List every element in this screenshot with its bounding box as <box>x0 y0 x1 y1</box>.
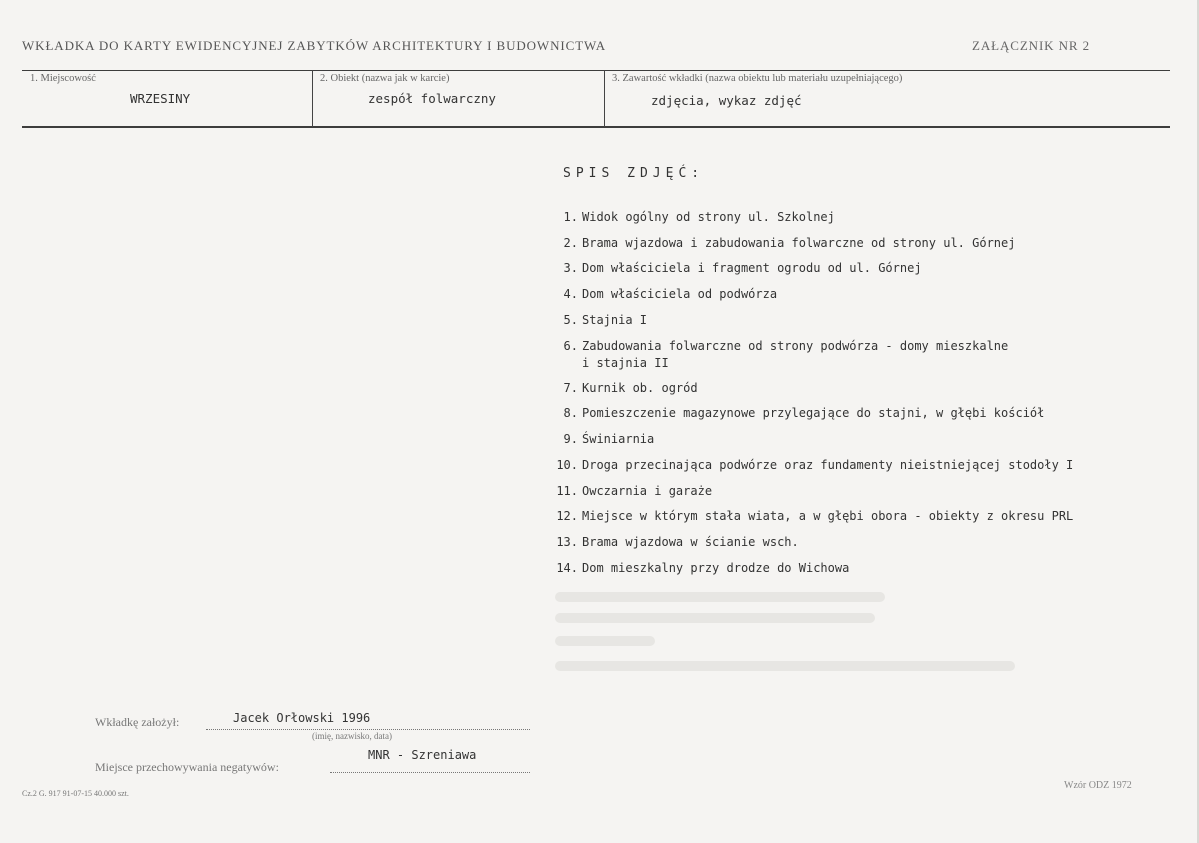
photo-number: 1. <box>563 210 578 224</box>
photo-description-line: Dom właściciela od podwórza <box>582 287 778 301</box>
template-note: Wzór ODZ 1972 <box>1064 780 1132 791</box>
bottom-rule <box>22 126 1170 128</box>
photo-description <box>582 405 1044 422</box>
photo-number: 10. <box>556 458 578 472</box>
photo-description <box>582 235 1015 252</box>
created-by-label: Wkładkę założył: <box>95 715 180 729</box>
photo-number: 2. <box>563 236 578 250</box>
content-value: zdjęcia, wykaz zdjęć <box>651 93 802 108</box>
photo-number: 7. <box>563 381 578 395</box>
erased-line <box>555 592 885 602</box>
locality-value: WRZESINY <box>130 91 191 106</box>
photo-description <box>582 560 849 577</box>
photo-description-line: Dom właściciela i fragment ogrodu od ul. Górnej <box>582 261 922 275</box>
top-rule <box>22 70 1170 71</box>
photo-description-line: Widok ogólny od strony ul. Szkolnej <box>582 210 835 224</box>
form-title: WKŁADKA DO KARTY EWIDENCYJNEJ ZABYTKÓW ARCHITEKTURY I BUDOWNICTWA <box>22 38 607 53</box>
photo-number: 9. <box>563 432 578 446</box>
photo-list-title: SPIS ZDJĘĆ: <box>563 166 705 181</box>
photo-description-line: Droga przecinająca podwórze oraz fundamenty nieistniejącej stodoły I <box>582 458 1074 472</box>
erased-line <box>555 613 875 623</box>
photo-number: 8. <box>563 406 578 420</box>
photo-description <box>582 260 922 277</box>
photo-number: 12. <box>556 509 578 523</box>
photo-description <box>582 431 654 448</box>
photo-description-line: Świniarnia <box>582 432 655 446</box>
photo-description <box>582 286 777 303</box>
photo-number: 3. <box>563 261 578 275</box>
photo-description <box>582 508 1073 525</box>
storage-line <box>330 772 530 773</box>
photo-description-line: Dom mieszkalny przy drodze do Wichowa <box>582 561 850 575</box>
photo-description <box>582 209 835 226</box>
erased-line <box>555 636 655 646</box>
photo-description <box>582 534 799 551</box>
photo-description-line: Stajnia I <box>582 313 648 327</box>
photo-description-line: i stajnia II <box>582 356 669 370</box>
photo-description <box>582 380 698 397</box>
photo-number: 5. <box>563 313 578 327</box>
photo-description-line: Pomieszczenie magazynowe przylegające do stajni, w głębi kościół <box>582 406 1045 420</box>
photo-description <box>582 338 1008 372</box>
annex-label: ZAŁĄCZNIK NR 2 <box>972 38 1091 53</box>
object-label: 2. Obiekt (nazwa jak w karcie) <box>320 73 450 84</box>
photo-description-line: Owczarnia i garaże <box>582 484 713 498</box>
photo-description <box>582 312 647 329</box>
print-note: Cz.2 G. 917 91-07-15 40.000 szt. <box>22 789 129 798</box>
created-by-hint: (imię, nazwisko, data) <box>312 731 392 741</box>
object-value: zespół folwarczny <box>368 91 496 106</box>
content-label: 3. Zawartość wkładki (nazwa obiektu lub materiału uzupełniającego) <box>612 73 903 84</box>
photo-number: 14. <box>556 561 578 575</box>
created-by-value: Jacek Orłowski 1996 <box>233 711 371 725</box>
storage-value: MNR - Szreniawa <box>368 748 477 762</box>
photo-number: 4. <box>563 287 578 301</box>
locality-label: 1. Miejscowość <box>30 73 96 84</box>
photo-description-line: Miejsce w którym stała wiata, a w głębi obora - obiekty z okresu PRL <box>582 509 1074 523</box>
photo-description <box>582 457 1073 474</box>
column-divider-1 <box>312 70 313 127</box>
photo-description-line: Brama wjazdowa w ścianie wsch. <box>582 535 799 549</box>
photo-description-line: Brama wjazdowa i zabudowania folwarczne od strony ul. Górnej <box>582 236 1016 250</box>
column-divider-2 <box>604 70 605 127</box>
storage-label: Miejsce przechowywania negatywów: <box>95 760 279 774</box>
photo-number: 6. <box>563 339 578 353</box>
photo-number: 11. <box>556 484 578 498</box>
erased-line <box>555 661 1015 671</box>
photo-description-line: Zabudowania folwarczne od strony podwórza - domy mieszkalne <box>582 339 1009 353</box>
created-by-line <box>206 729 530 730</box>
photo-description <box>582 483 712 500</box>
photo-description-line: Kurnik ob. ogród <box>582 381 698 395</box>
photo-number: 13. <box>556 535 578 549</box>
